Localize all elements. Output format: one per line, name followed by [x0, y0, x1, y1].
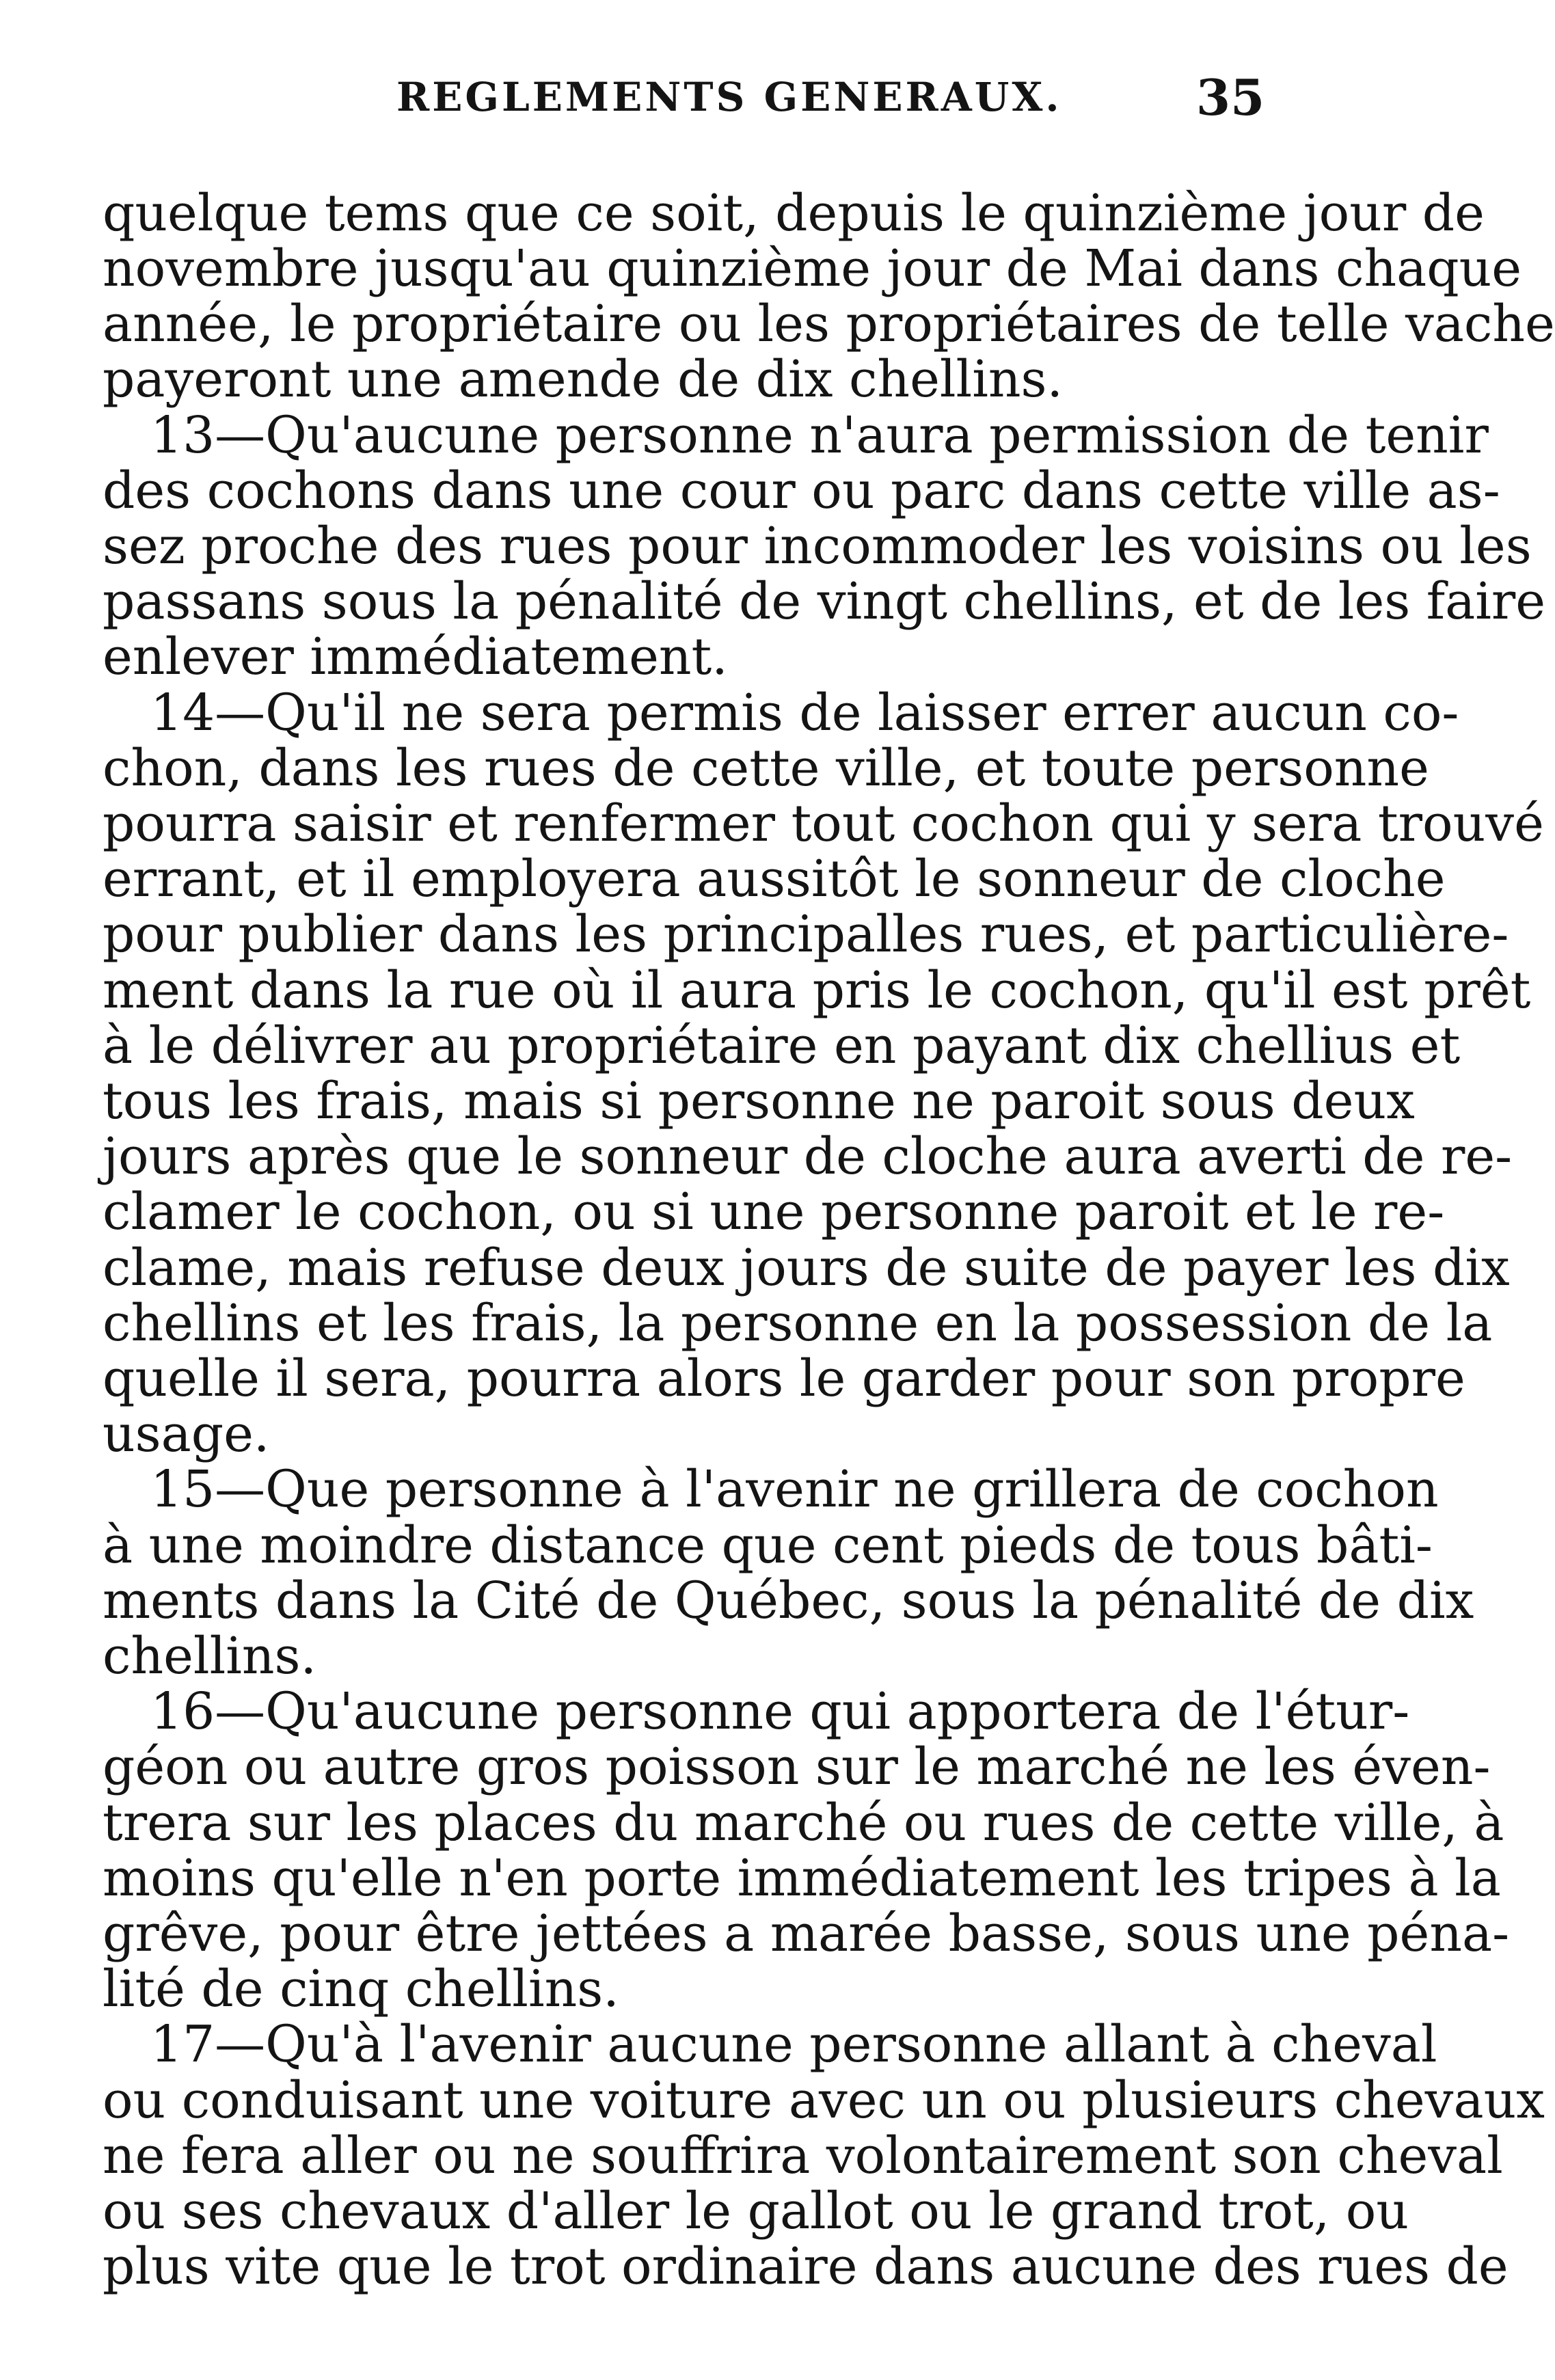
text-line: pourra saisir et renfermer tout cochon qui y sera trouvé [103, 794, 1544, 853]
text-line: clamer le cochon, ou si une personne paroit et le re- [103, 1182, 1445, 1241]
text-line: passans sous la pénalité de vingt chellins, et de les faire [103, 572, 1546, 631]
text-line: lité de cinq chellins. [103, 1960, 619, 2018]
text-line: 13—Qu'aucune personne n'aura permission de tenir [150, 406, 1489, 465]
text-line: année, le propriétaire ou les propriétaires de telle vache [103, 295, 1555, 353]
text-line: 15—Que personne à l'avenir ne grillera de cochon [150, 1460, 1439, 1519]
text-line: quelle il sera, pourra alors le garder pour son propre [103, 1349, 1465, 1408]
text-line: géon ou autre gros poisson sur le marché ne les éven- [103, 1737, 1491, 1796]
text-line: 14—Qu'il ne sera permis de laisser errer aucun co- [150, 684, 1459, 742]
text-line: 16—Qu'aucune personne qui apportera de l'étur- [150, 1682, 1410, 1741]
text-line: errant, et il employera aussitôt le sonneur de cloche [103, 850, 1446, 908]
text-line: quelque tems que ce soit, depuis le quinzième jour de [103, 184, 1485, 243]
text-line: grêve, pour être jettées a marée basse, sous une péna- [103, 1904, 1510, 1963]
text-line: ments dans la Cité de Québec, sous la pénalité de dix [103, 1571, 1474, 1630]
text-line: moins qu'elle n'en porte immédiatement les tripes à la [103, 1849, 1501, 1908]
text-line: plus vite que le trot ordinaire dans aucune des rues de [103, 2237, 1509, 2296]
text-line: trera sur les places du marché ou rues de cette ville, à [103, 1794, 1504, 1852]
running-title: REGLEMENTS GENERAUX. [396, 74, 1062, 120]
page-number: 35 [1196, 68, 1265, 126]
text-line: chellins et les frais, la personne en la possession de la [103, 1294, 1493, 1353]
text-line: clame, mais refuse deux jours de suite de payer les dix [103, 1239, 1510, 1297]
text-line: ou ses chevaux d'aller le gallot ou le grand trot, ou [103, 2182, 1409, 2241]
text-line: usage. [103, 1405, 270, 1463]
text-line: ou conduisant une voiture avec un ou plusieurs chevaux [103, 2071, 1545, 2130]
text-line: à une moindre distance que cent pieds de tous bâti- [103, 1516, 1433, 1575]
text-line: pour publier dans les principalles rues, et particulière- [103, 905, 1509, 964]
text-line: sez proche des rues pour incommoder les voisins ou les [103, 517, 1532, 576]
text-line: payeront une amende de dix chellins. [103, 350, 1064, 409]
text-line: à le délivrer au propriétaire en payant dix chellius et [103, 1016, 1461, 1075]
text-line: chon, dans les rues de cette ville, et toute personne [103, 739, 1429, 798]
text-line: des cochons dans une cour ou parc dans cette ville as- [103, 461, 1500, 520]
text-line: chellins. [103, 1627, 317, 1686]
text-line: ne fera aller ou ne souffrira volontairement son cheval [103, 2126, 1503, 2185]
text-line: 17—Qu'à l'avenir aucune personne allant à cheval [150, 2015, 1437, 2074]
text-line: ment dans la rue où il aura pris le cochon, qu'il est prêt [103, 961, 1531, 1020]
text-line: tous les frais, mais si personne ne paroit sous deux [103, 1072, 1415, 1131]
text-line: novembre jusqu'au quinzième jour de Mai dans chaque [103, 239, 1522, 298]
text-line: enlever immédiatement. [103, 627, 728, 686]
text-line: jours après que le sonneur de cloche aura averti de re- [103, 1127, 1513, 1186]
